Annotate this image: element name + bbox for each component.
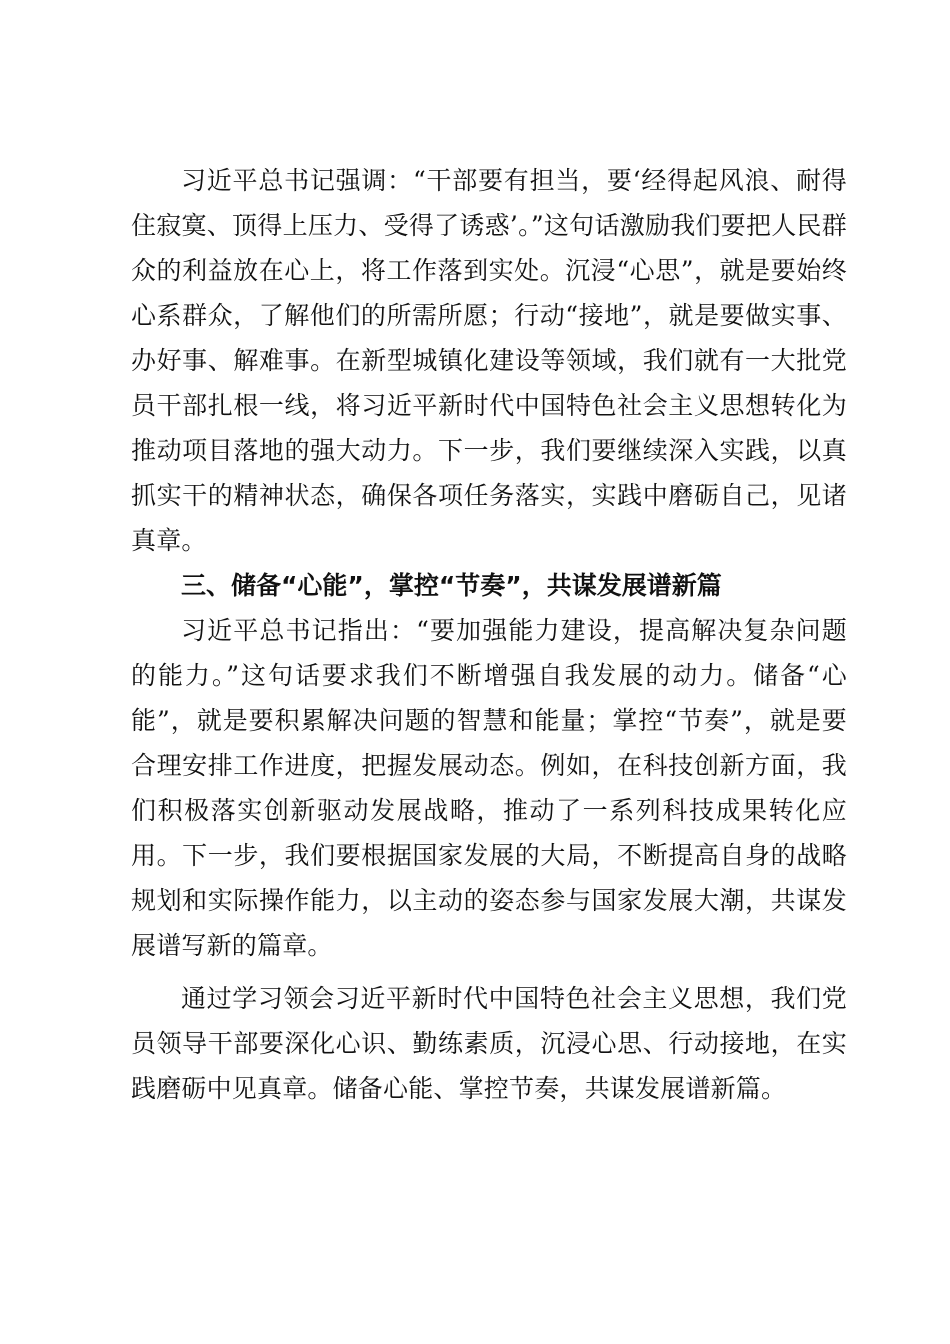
paragraph-conclusion: 通过学习领会习近平新时代中国特色社会主义思想，我们党员领导干部要深化心识、勤练素质，沉浸心思、行动接地，在实践磨砺中见真章。储备心能、掌控节奏，共谋发展谱新篇。	[131, 984, 847, 1103]
document-body	[131, 158, 847, 1111]
paragraph-practice: 习近平总书记强调：“干部要有担当，要‘经得起风浪、耐得住寂寞、顶得上压力、受得了诱惑’。”这句话激励我们要把人民群众的利益放在心上，将工作落到实处。沉浸“心思”，就是要始终心系群众，了解他们的所需所愿；行动“接地”，就是要做实事、办好事、解难事。在新型城镇化建设等领域，我们就有一大批党员干部扎根一线，将习近平新时代中国特色社会主义思想转化为推动项目落地的强大动力。下一步，我们要继续深入实践，以真抓实干的精神状态，确保各项任务落实，实践中磨砺自己，见诸真章。	[131, 166, 847, 555]
paragraph-capability: 习近平总书记指出：“要加强能力建设，提高解决复杂问题的能力。”这句话要求我们不断增强自我发展的动力。储备“心能”，就是要积累解决问题的智慧和能量；掌控“节奏”，就是要合理安排工作进度，把握发展动态。例如，在科技创新方面，我们积极落实创新驱动发展战略，推动了一系列科技成果转化应用。下一步，我们要根据国家发展的大局，不断提高自身的战略规划和实际操作能力，以主动的姿态参与国家发展大潮，共谋发展谱写新的篇章。	[131, 616, 847, 960]
section-heading-three: 三、储备“心能”，掌控“节奏”，共谋发展谱新篇	[181, 571, 722, 600]
